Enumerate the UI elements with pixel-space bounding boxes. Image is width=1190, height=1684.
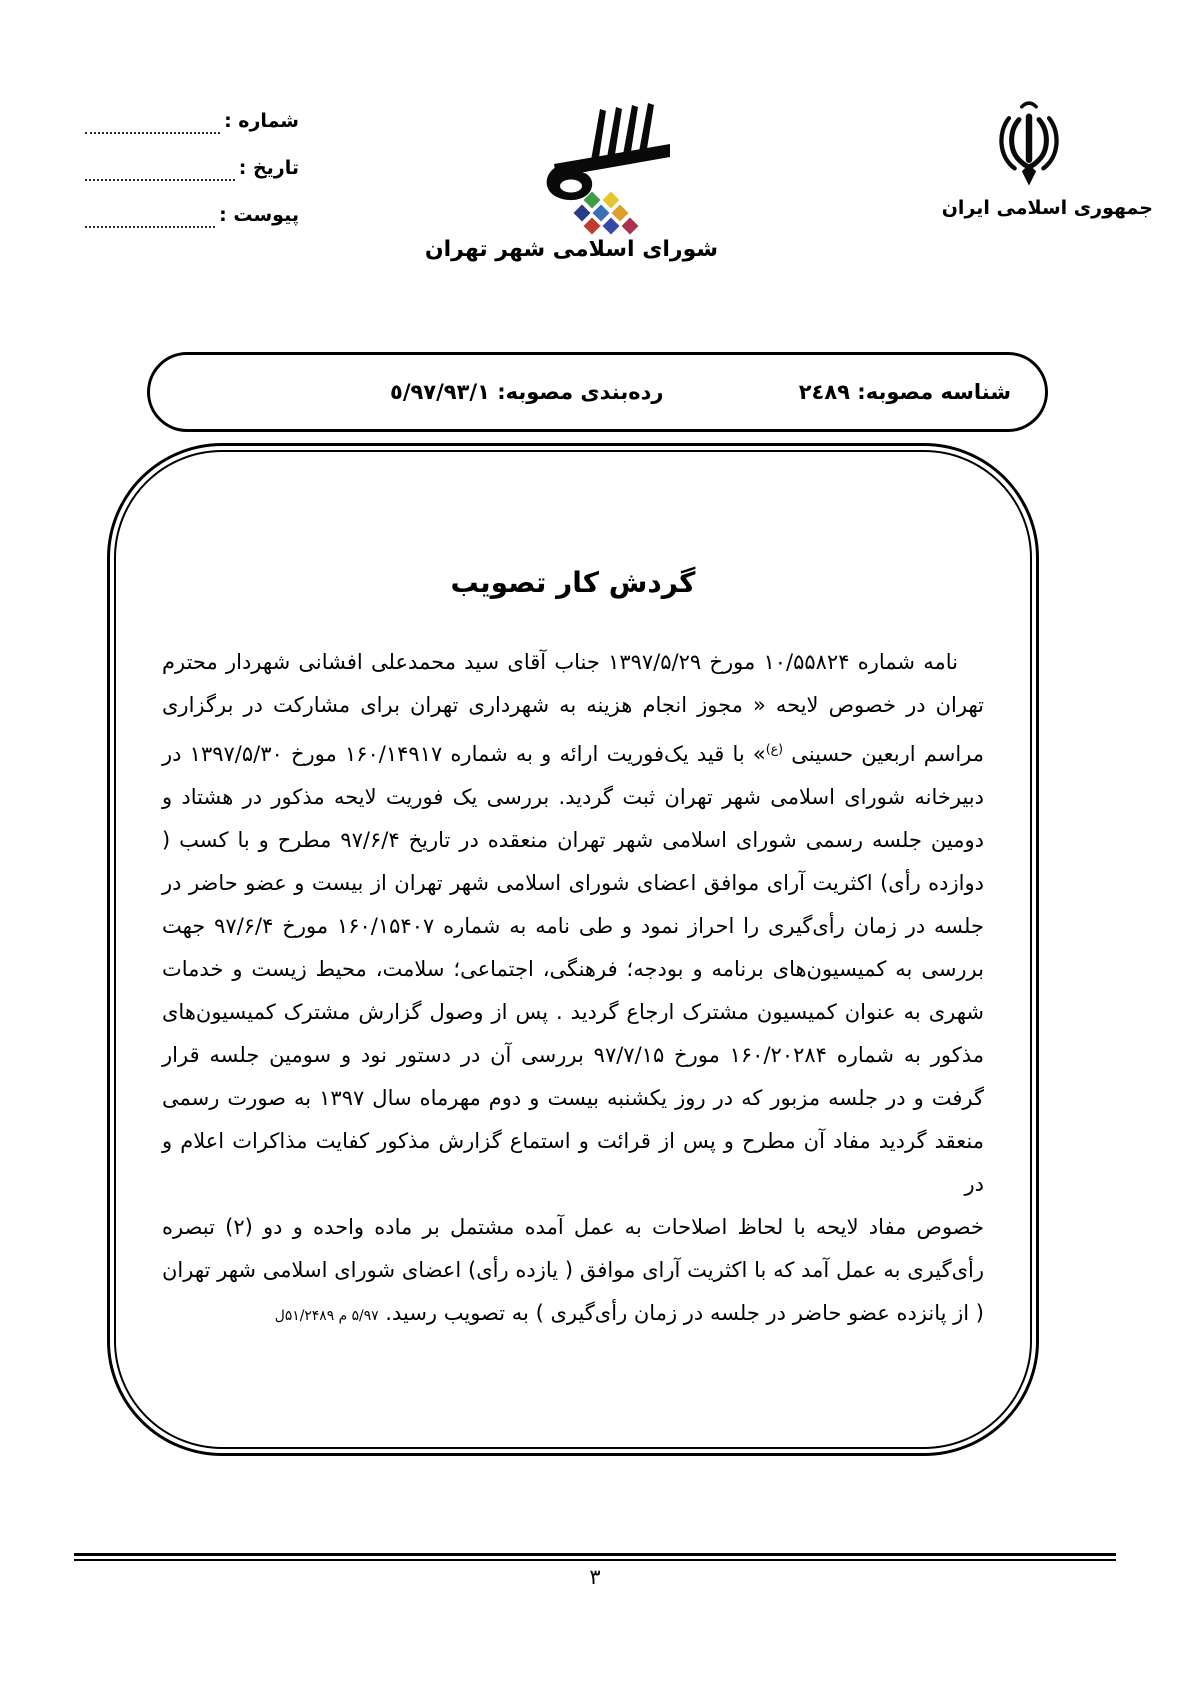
logo-tile [603,218,620,235]
logo-tile [584,218,601,235]
approval-process-box [107,443,1039,1456]
body-line [162,905,984,948]
resolution-id: شناسه مصوبه: ٢٤٨٩ [798,380,1011,404]
resolution-classification: رده‌بندی مصوبه: ٥/٩٧/٩٣/١ [390,380,664,404]
body-line [162,641,984,684]
dotted-fill-line [85,163,235,181]
dotted-fill-line [85,210,215,228]
form-field-row [85,198,299,228]
body-line [162,1206,984,1249]
body-line [162,1034,984,1077]
iran-emblem-caption: جمهوری اسلامی ایران [941,197,1153,219]
logo-tile [612,205,629,222]
body-line [162,776,984,819]
text-segment: دوازده رأی) اکثریت آرای موافق اعضای شورای اسلامی شهر تهران از بیست و عضو حاضر در [162,871,984,895]
text-segment: تهران در خصوص لایحه « مجوز انجام هزینه به شهرداری تهران برای مشارکت در برگزاری [162,693,984,717]
form-field-label: پیوست : [219,204,299,226]
text-segment: دبیرخانه شورای اسلامی شهر تهران ثبت گردید. بررسی یک فوریت لایحه مذکور در هشتاد و [162,785,984,809]
text-segment: دومین جلسه رسمی شورای اسلامی شهر تهران منعقده در تاریخ ۹۷/۶/۴ مطرح و با کسب ( [162,828,984,852]
text-segment: نامه شماره ۱۰/۵۵۸۲۴ مورخ ۱۳۹۷/۵/۲۹ جناب آقای سید محمدعلی افشانی شهردار محترم [162,650,958,674]
iran-emblem-icon [986,98,1072,190]
body-line [162,991,984,1034]
body-line [162,1292,984,1338]
body-line [162,684,984,727]
letterhead-form [85,104,299,245]
text-segment: » با قید یک‌فوریت ارائه و به شماره ۱۶۰/۱۴۹۱۷ مورخ ۱۳۹۷/۵/۳۰ در [162,742,766,766]
footer-rule [74,1553,1116,1561]
body-line [162,948,984,991]
text-segment: گرفت و در جلسه مزبور که در روز یکشنبه بیست و دوم مهرماه سال ۱۳۹۷ به صورت رسمی [162,1086,984,1110]
form-field-row [85,151,299,181]
text-segment: خصوص مفاد لایحه با لحاظ اصلاحات به عمل آمده مشتمل بر ماده واحده و دو (۲) تبصره [162,1215,984,1239]
text-segment: رأی‌گیری به عمل آمد که با اکثریت آرای موافق ( یازده رأی) اعضای شورای اسلامی شهر تهران [162,1258,984,1282]
form-field-label: شماره : [224,110,299,132]
body-line [162,819,984,862]
body-line [162,1077,984,1120]
dotted-fill-line [85,116,220,134]
superscript-note: (ع) [765,741,784,756]
body-line [162,862,984,905]
body-line [162,727,984,776]
body-text [116,641,1030,1338]
page-number: ۳ [589,1565,601,1589]
council-logo-caption: شورای اسلامی شهر تهران [424,237,718,262]
text-segment: مراسم اربعین حسینی [783,742,984,766]
body-line [162,1120,984,1206]
council-calligraphy-icon [546,100,676,202]
form-field-label: تاریخ : [238,157,299,179]
text-segment: شهری به عنوان کمیسیون مشترک ارجاع گردید . پس از وصول گزارش مشترک کمیسیون‌های [162,1000,984,1024]
text-segment: ( از پانزده عضو حاضر در جلسه در زمان رأی‌گیری ) به تصویب رسید. [378,1301,984,1325]
calligraphy-loop-counter [560,180,582,193]
logo-tile [622,218,639,235]
section-title: گردش کار تصویب [450,566,696,599]
logo-tile [593,205,610,222]
reference-code: ۵/۹۷ م ۵۱/۲۴۸۹ل [274,1308,379,1324]
form-field-row [85,104,299,134]
text-segment: منعقد گردید مفاد آن مطرح و پس از قرائت و استماع گزارش مذکور کفایت مذاکرات اعلام و در [162,1129,984,1196]
text-segment: مذکور به شماره ۱۶۰/۲۰۲۸۴ مورخ ۹۷/۷/۱۵ بررسی آن در دستور نود و سومین جلسه قرار [162,1043,984,1067]
approval-process-box-inner [114,450,1032,1449]
reference-bar [147,352,1048,432]
logo-tile [574,205,591,222]
text-segment: جلسه در زمان رأی‌گیری را احراز نمود و طی نامه به شماره ۱۶۰/۱۵۴۰۷ مورخ ۹۷/۶/۴ جهت [162,914,984,938]
body-line [162,1249,984,1292]
text-segment: بررسی به کمیسیون‌های برنامه و بودجه؛ فرهنگی، اجتماعی؛ سلامت، محیط زیست و خدمات [162,957,984,981]
council-logo-tiles [576,194,640,238]
